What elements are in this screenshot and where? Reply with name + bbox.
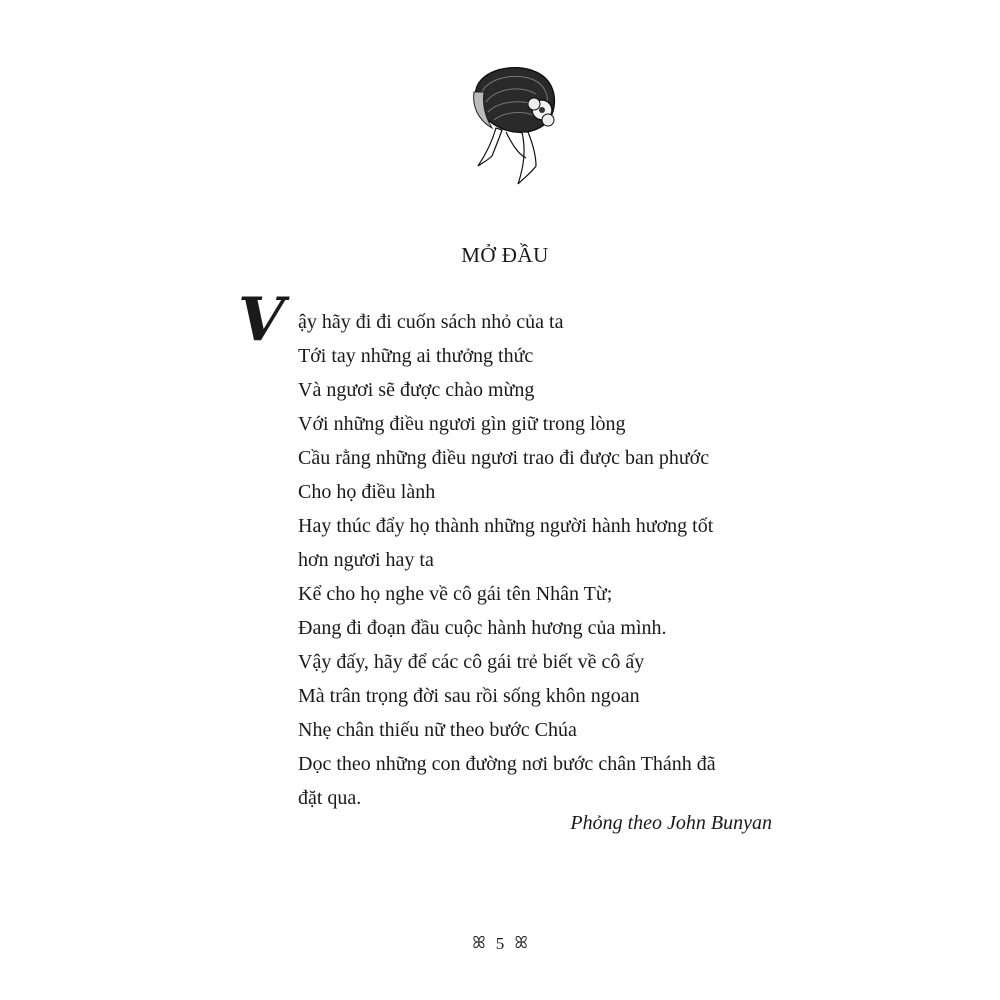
poem-line: Đang đi đoạn đầu cuộc hành hương của mình.	[298, 617, 667, 639]
page-title: MỞ ĐẦU	[461, 243, 549, 267]
poem-line: Tới tay những ai thưởng thức	[298, 345, 534, 367]
poem-line: ậy hãy đi đi cuốn sách nhỏ của ta	[298, 311, 564, 333]
page-footer	[0, 933, 1000, 954]
poem-line: Cho họ điều lành	[298, 481, 436, 503]
page-number: 5	[495, 934, 505, 954]
poem-line: Và ngươi sẽ được chào mừng	[298, 379, 535, 401]
poem-line: Vậy đấy, hãy để các cô gái trẻ biết về cô ấy	[298, 651, 645, 673]
bonnet-illustration-icon	[466, 62, 562, 190]
poem-line: Mà trân trọng đời sau rồi sống khôn ngoan	[298, 685, 640, 707]
ornament-left-icon: ꕤ	[472, 935, 486, 953]
poem-body	[298, 305, 778, 815]
poem-line: Nhẹ chân thiếu nữ theo bước Chúa	[298, 719, 577, 741]
poem-line: hơn ngươi hay ta	[298, 549, 434, 571]
poem-line: Hay thúc đẩy họ thành những người hành hương tốt	[298, 515, 714, 537]
ornament-right-icon: ꕤ	[514, 935, 528, 953]
poem-line: Dọc theo những con đường nơi bước chân Thánh đã	[298, 753, 716, 775]
poem-line: Kể cho họ nghe về cô gái tên Nhân Từ;	[298, 583, 613, 605]
attribution: Phỏng theo John Bunyan	[570, 812, 772, 834]
poem-line: Với những điều ngươi gìn giữ trong lòng	[298, 413, 626, 435]
drop-cap: V	[238, 285, 285, 355]
poem-line: Cầu rằng những điều ngươi trao đi được ban phước	[298, 447, 710, 469]
poem-line: đặt qua.	[298, 787, 362, 809]
